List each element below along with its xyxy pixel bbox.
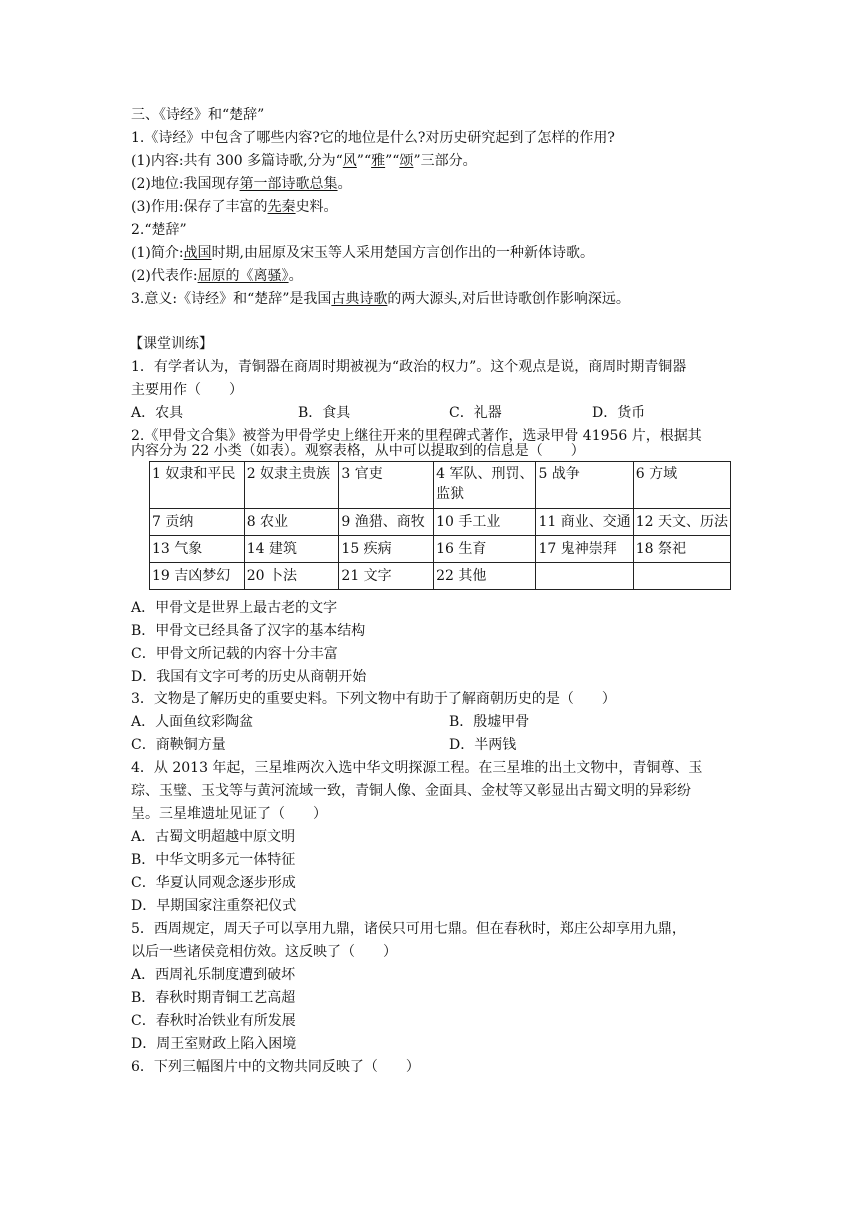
table-cell: 9 渔猎、商牧 — [339, 509, 434, 536]
sig-term: 古典诗歌 — [331, 291, 388, 307]
q4-option-c: C．华夏认同观念逐步形成 — [131, 875, 296, 891]
q2-option-c: C．甲骨文所记载的内容十分丰富 — [131, 646, 338, 662]
q4-text-line3: 呈。三星堆遗址见证了（ ） — [131, 806, 327, 822]
q5-text-line2: 以后一些诸侯竞相仿效。这反映了（ ） — [131, 944, 397, 960]
intro-suffix: 时期,由屈原及宋玉等人采用楚国方言创作出的一种新体诗歌。 — [211, 245, 595, 261]
q5-option-a: A．西周礼乐制度遭到破坏 — [131, 967, 296, 983]
q2-text-line1: 2.《甲骨文合集》被誉为甲骨学史上继往开来的里程碑式著作，选录甲骨 41956 片，根据其 — [131, 428, 702, 444]
table-cell: 5 战争 — [536, 462, 633, 509]
practice-heading: 【课堂训练】 — [129, 336, 213, 352]
q4-option-d: D．早期国家注重祭祀仪式 — [131, 898, 297, 914]
classification-table — [149, 461, 731, 590]
q3-text: 3．文物是了解历史的重要史料。下列文物中有助于了解商朝历史的是（ ） — [131, 691, 616, 707]
table-cell — [536, 563, 633, 590]
table-cell: 19 吉凶梦幻 — [150, 563, 245, 590]
table-cell: 8 农业 — [244, 509, 339, 536]
term-song: 颂 — [399, 153, 414, 169]
table-cell: 6 方域 — [633, 462, 730, 509]
q1-option-d: D．货币 — [592, 405, 646, 421]
effect-line — [131, 196, 338, 218]
effect-prefix: (3)作用:保存了丰富的 — [131, 199, 268, 215]
q2-option-a: A．甲骨文是世界上最古老的文字 — [131, 600, 338, 616]
table-cell: 10 手工业 — [434, 509, 536, 536]
term-feng: 风 — [342, 153, 357, 169]
q5-option-d: D．周王室财政上陷入困境 — [131, 1036, 297, 1052]
q4-text-line2: 琮、玉璧、玉戈等与黄河流域一致，青铜人像、金面具、金杖等又彰显出古蜀文明的异彩纷 — [131, 783, 691, 799]
intro-term: 战国 — [183, 245, 212, 261]
table-cell: 20 卜法 — [244, 563, 339, 590]
rep-suffix: 。 — [288, 268, 303, 284]
q5-text-line1: 5．西周规定，周天子可以享用九鼎，诸侯只可用七鼎。但在春秋时，郑庄公却享用九鼎， — [131, 921, 686, 937]
table-cell: 13 气象 — [150, 536, 245, 563]
sig-prefix: 3.意义:《诗经》和“楚辞”是我国 — [131, 291, 332, 307]
table-cell: 11 商业、交通 — [536, 509, 633, 536]
rep-prefix: (2)代表作: — [131, 268, 198, 284]
q5-option-b: B．春秋时期青铜工艺高超 — [131, 990, 296, 1006]
intro-line — [131, 242, 594, 264]
q6-text: 6．下列三幅图片中的文物共同反映了（ ） — [131, 1059, 420, 1075]
section-heading: 三、《诗经》和“楚辞” — [131, 107, 265, 123]
quote-sep: ”“ — [356, 153, 372, 169]
q1-option-c: C．礼器 — [449, 405, 502, 421]
cell-text-wrap: 监狱 — [436, 486, 465, 502]
q3-option-b: B．殷墟甲骨 — [449, 714, 530, 730]
table-cell: 1 奴隶和平民 — [150, 462, 245, 509]
table-cell: 2 奴隶主贵族 — [244, 462, 339, 509]
q1-options — [131, 402, 731, 424]
q1-text-line2: 主要用作（ ） — [131, 382, 243, 398]
table-cell — [434, 462, 536, 509]
q4-option-a: A．古蜀文明超越中原文明 — [131, 829, 296, 845]
table-row — [150, 462, 731, 509]
q2-option-b: B．甲骨文已经具备了汉字的基本结构 — [131, 623, 366, 639]
table-cell: 16 生育 — [434, 536, 536, 563]
q3-option-a: A．人面鱼纹彩陶盆 — [131, 714, 254, 730]
rep-line — [131, 265, 303, 287]
effect-suffix: 史料。 — [295, 199, 338, 215]
effect-term: 先秦 — [267, 199, 296, 215]
content-prefix: (1)内容:共有 300 多篇诗歌,分为“ — [131, 153, 343, 169]
q4-option-b: B．中华文明多元一体特征 — [131, 852, 296, 868]
q1-option-b: B．食具 — [298, 405, 351, 421]
status-term: 第一部诗歌总集 — [239, 176, 338, 192]
significance-line — [131, 288, 630, 310]
q3-option-d: D．半两钱 — [449, 737, 517, 753]
table-cell: 7 贡纳 — [150, 509, 245, 536]
table-cell — [633, 563, 730, 590]
table-cell: 3 官吏 — [339, 462, 434, 509]
table-cell: 17 鬼神崇拜 — [536, 536, 633, 563]
table-cell: 18 祭祀 — [633, 536, 730, 563]
table-cell: 15 疾病 — [339, 536, 434, 563]
quote-sep: ”“ — [385, 153, 400, 169]
intro-prefix: (1)简介: — [131, 245, 184, 261]
table-row — [150, 536, 731, 563]
q2-option-d: D．我国有文字可考的历史从商朝开始 — [131, 669, 367, 685]
q5-option-c: C．春秋时冶铁业有所发展 — [131, 1013, 296, 1029]
table-cell: 14 建筑 — [244, 536, 339, 563]
table-cell: 21 文字 — [339, 563, 434, 590]
sig-suffix: 的两大源头,对后世诗歌创作影响深远。 — [387, 291, 630, 307]
status-suffix: 。 — [337, 176, 352, 192]
status-prefix: (2)地位:我国现存 — [131, 176, 240, 192]
q1-option-a: A．农具 — [131, 405, 184, 421]
cell-text: 4 军队、刑罚、 — [436, 466, 534, 482]
table-cell: 12 天文、历法 — [633, 509, 730, 536]
chuci-heading: 2.“楚辞” — [131, 222, 187, 238]
table-row — [150, 563, 731, 590]
q2-text-line2: 内容分为 22 小类（如表）。观察表格，从中可以提取到的信息是（ ） — [131, 443, 585, 459]
q3-options-row2 — [131, 734, 731, 756]
q4-text-line1: 4．从 2013 年起，三星堆两次入选中华文明探源工程。在三星堆的出土文物中，青铜尊、玉 — [131, 760, 703, 776]
status-line — [131, 173, 352, 195]
question-1: 1.《诗经》中包含了哪些内容?它的地位是什么?对历史研究起到了怎样的作用? — [131, 130, 615, 146]
table-cell: 22 其他 — [434, 563, 536, 590]
content-suffix: ”三部分。 — [413, 153, 477, 169]
table-row — [150, 509, 731, 536]
content-line — [131, 150, 477, 172]
q3-options-row1 — [131, 711, 731, 733]
rep-term: 屈原的《离骚》 — [197, 268, 289, 284]
q3-option-c: C．商鞅铜方量 — [131, 737, 226, 753]
term-ya: 雅 — [371, 153, 386, 169]
q1-text-line1: 1．有学者认为，青铜器在商周时期被视为“政治的权力”。这个观点是说，商周时期青铜器 — [131, 359, 687, 375]
